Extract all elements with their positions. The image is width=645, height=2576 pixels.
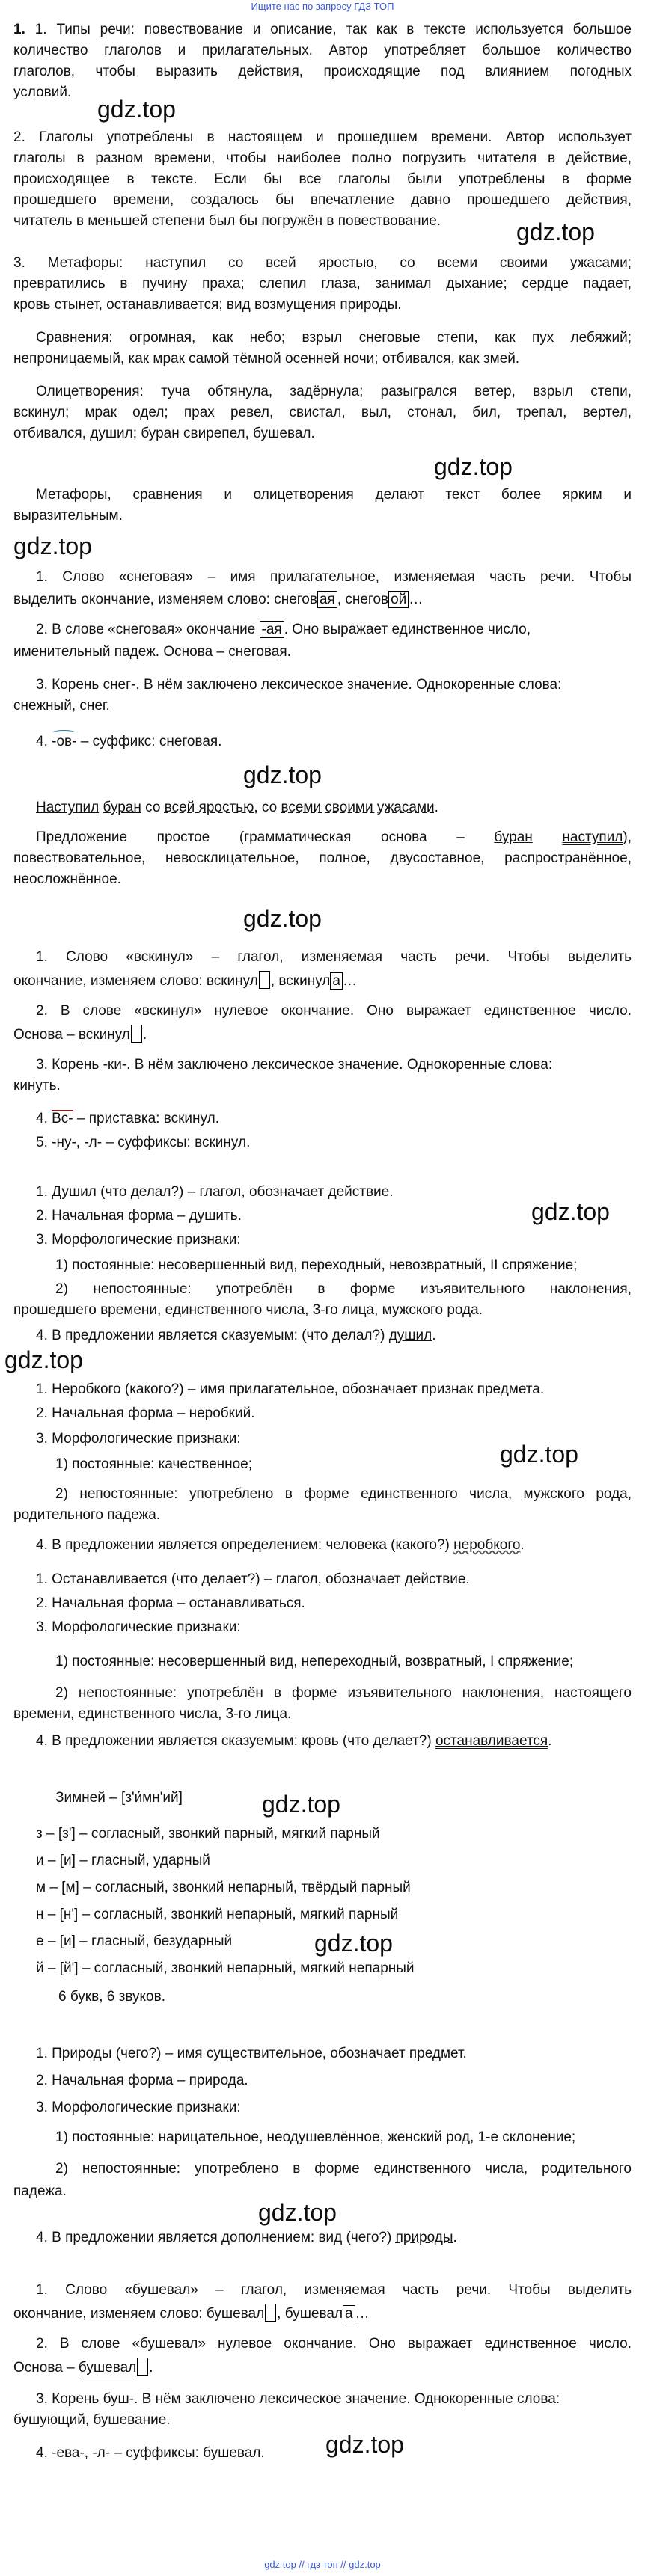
text-line: 1. Слово «вскинул» – глагол, изменяемая часть речи. Чтобы выделить <box>36 949 632 965</box>
watermark: gdz.top <box>262 1791 340 1818</box>
text-line: неосложнённое. <box>13 871 121 887</box>
text-line: 2. Начальная форма – неробкий. <box>36 1405 255 1421</box>
text-line: 3. Морфологические признаки: <box>36 1431 241 1447</box>
text-line: 1. Природы (чего?) – имя существительное, обозначает предмет. <box>36 2046 467 2061</box>
text-line: Метафоры, сравнения и олицетворения делают текст более ярким и <box>36 487 632 503</box>
text: 1. Типы речи: повествование и описание, так как в тексте используется большое <box>34 22 632 37</box>
text-line: отбивался, душил; буран свирепел, бушевал. <box>13 426 315 441</box>
text-line: 1. 1. Типы речи: повествование и описание, так как в тексте используется большое <box>13 22 632 37</box>
text-line: Основа – бушевал . <box>13 2358 632 2377</box>
text-line: 6 букв, 6 звуков. <box>58 1989 165 2005</box>
zero-ending-mark <box>259 971 270 989</box>
text-line: снежный, снег. <box>13 698 110 714</box>
text-line: превратились в пучину праха; слепил глаза, занимал дыхание; сердце падает, <box>13 276 632 292</box>
text-line: именительный падеж. Основа – снеговая. <box>13 644 291 660</box>
text-line: Олицетворения: туча обтянула, задёрнула; разыгрался ветер, взрыл степи, <box>36 384 632 399</box>
text-line: 3. Корень буш-. В нём заключено лексическое значение. Однокоренные слова: <box>36 2391 560 2407</box>
text-line: выделить окончание, изменяем слово: снегов ая , снегов ой … <box>13 592 424 607</box>
text-line: бушующий, бушевание. <box>13 2412 171 2428</box>
text-line: з – [з'] – согласный, звонкий парный, мягкий парный <box>36 1826 380 1841</box>
watermark: gdz.top <box>314 1930 393 1957</box>
watermark: gdz.top <box>516 218 595 245</box>
watermark: gdz.top <box>258 2199 337 2226</box>
text-line: 3. Морфологические признаки: <box>36 1232 241 1248</box>
watermark: gdz.top <box>243 761 322 788</box>
text-line: м – [м] – согласный, звонкий непарный, твёрдый парный <box>36 1880 411 1895</box>
text-line: 1. Неробкого (какого?) – имя прилагательное, обозначает признак предмета. <box>36 1381 545 1397</box>
text-line: е – [и] – гласный, безударный <box>36 1933 233 1949</box>
watermark: gdz.top <box>434 453 513 480</box>
text-line: родительного падежа. <box>13 1507 161 1523</box>
watermark: gdz.top <box>97 96 176 123</box>
text-line: 1) постоянные: качественное; <box>55 1456 253 1472</box>
text-line: 2. Начальная форма – останавливаться. <box>36 1595 305 1611</box>
text-line: 4. В предложении является сказуемым: (что делал?) душил. <box>36 1328 436 1343</box>
text-line: 4. Вс- – приставка: вскинул. <box>36 1111 219 1126</box>
text-line: 4. -ов- – суффикс: снеговая. <box>36 734 222 749</box>
text-line: повествовательное, невосклицательное, полное, двусоставное, распространённое, <box>13 850 632 866</box>
text-line: происходящее в тексте. Если бы все глаголы были употреблены в форме <box>13 171 632 187</box>
text-line: 1. Душил (что делал?) – глагол, обозначает действие. <box>36 1184 394 1200</box>
suffix-mark: -ов- <box>52 734 77 749</box>
text-line: н – [н'] – согласный, звонкий непарный, мягкий парный <box>36 1907 399 1922</box>
text-line: прошедшего времени, единственного числа, 3-го лица, мужского рода. <box>13 1302 483 1318</box>
stem-mark: снегова <box>228 644 280 660</box>
text-line: выразительным. <box>13 508 123 524</box>
text-line: падежа. <box>13 2183 67 2199</box>
text-line: Предложение простое (грамматическая основа – буран наступил), <box>36 829 632 845</box>
text-line: Основа – вскинул . <box>13 1025 632 1044</box>
text-line: 3. Морфологические признаки: <box>36 2100 241 2115</box>
text-line: 1. Слово «бушевал» – глагол, изменяемая часть речи. Чтобы выделить <box>36 2282 632 2298</box>
zero-ending-mark <box>137 2358 148 2376</box>
text-line: 2. В слове «бушевал» нулевое окончание. Оно выражает единственное число. <box>36 2336 632 2352</box>
text-line: 3. Метафоры: наступил со всей яростью, со всеми своими ужасами; <box>13 255 632 271</box>
text-line: 2) непостоянные: употреблён в форме изъявительного наклонения, настоящего <box>55 1685 632 1701</box>
text-line: 2) непостоянные: употреблён в форме изъявительного наклонения, <box>55 1281 632 1297</box>
text-line: времени, единственного числа, 3-го лица. <box>13 1706 292 1722</box>
text-line: кинуть. <box>13 1078 61 1094</box>
text-line: 1. Слово «снеговая» – имя прилагательное, изменяемая часть речи. Чтобы <box>36 569 632 585</box>
text-line: 2. Начальная форма – природа. <box>36 2073 248 2088</box>
text-line: количество глаголов и прилагательных. Автор употребляет большое количество <box>13 43 632 58</box>
text-line: 1) постоянные: несовершенный вид, непереходный, возвратный, I спряжение; <box>55 1654 574 1669</box>
stem-mark: бушевал <box>78 2360 137 2376</box>
text-line: 3. Корень снег-. В нём заключено лексическое значение. Однокоренные слова: <box>36 677 562 693</box>
watermark: gdz.top <box>325 2431 404 2458</box>
predicate: Наступил <box>36 800 100 815</box>
text-line: 2. Начальная форма – душить. <box>36 1208 242 1224</box>
ending-mark: -ая <box>260 621 284 638</box>
text-line: кровь стынет, останавливается; вид возмущения природы. <box>13 297 402 313</box>
adverbial: всеми своими ужасами <box>281 800 435 815</box>
text-line: читатель в меньшей степени был бы погружён в повествование. <box>13 213 441 229</box>
text-line: 3. Морфологические признаки: <box>36 1619 241 1635</box>
text-line: 3. Корень -ки-. В нём заключено лексическое значение. Однокоренные слова: <box>36 1057 553 1073</box>
watermark: gdz.top <box>13 533 92 559</box>
text-line: 1) постоянные: нарицательное, неодушевлённое, женский род, 1-е склонение; <box>55 2129 576 2145</box>
text-line: 4. В предложении является дополнением: вид (чего?) природы. <box>36 2230 457 2245</box>
text-line: Наступил буран со всей яростью, со всеми своими ужасами. <box>36 800 438 815</box>
text-line: вскинул; мрак одел; прах ревел, свистал, выл, стонал, бил, трепал, вертел, <box>13 405 632 420</box>
watermark: gdz.top <box>500 1441 578 1468</box>
text-line: 2. В слове «вскинул» нулевое окончание. Оно выражает единственное число. <box>36 1003 632 1019</box>
stem-mark: вскинул <box>78 1027 130 1043</box>
adverbial: всей яростью <box>164 800 254 815</box>
text-line: глаголы в разном времени, чтобы наиболее полно погрузить читателя в действие, <box>13 150 632 166</box>
footer-links[interactable]: gdz top // гдз топ // gdz.top <box>264 2559 381 2570</box>
subject: буран <box>103 800 141 815</box>
text-line: и – [и] – гласный, ударный <box>36 1853 210 1868</box>
text-line: 2) непостоянные: употреблено в форме единственного числа, мужского рода, <box>55 1486 632 1502</box>
text-line: 2. Глаголы употреблены в настоящем и прошедшем времени. Автор использует <box>13 129 632 145</box>
ending-mark: а <box>330 972 343 990</box>
text-line: условий. <box>13 85 72 100</box>
text-line: Зимней – [з'и́мн'ий] <box>55 1790 183 1806</box>
text-line: 1. Останавливается (что делает?) – глагол, обозначает действие. <box>36 1571 470 1587</box>
prefix-mark: Вс- <box>52 1111 73 1126</box>
text-line: 4. -ева-, -л- – суффиксы: бушевал. <box>36 2445 265 2461</box>
text-line: непроницаемый, как мрак самой тёмной осенней ночи; отбивался, как змей. <box>13 351 520 367</box>
watermark: gdz.top <box>531 1198 610 1225</box>
text-line: глаголов, чтобы выразить действия, происходящие под влиянием погодных <box>13 64 632 79</box>
text-line: 1) постоянные: несовершенный вид, переходный, невозвратный, II спряжение; <box>55 1257 578 1273</box>
ending-mark: а <box>343 2305 355 2322</box>
text-line: 2. В слове «снеговая» окончание -ая . Оно выражает единственное число, <box>36 622 531 637</box>
text-line: 4. В предложении является определением: человека (какого?) неробкого. <box>36 1537 525 1553</box>
text-line: 4. В предложении является сказуемым: кровь (что делает?) останавливается. <box>36 1733 552 1749</box>
text-line: окончание, изменяем слово: бушевал , бушевал а … <box>13 2304 632 2323</box>
ending-mark: ой <box>388 591 409 608</box>
text-line: 5. -ну-, -л- – суффиксы: вскинул. <box>36 1135 251 1150</box>
text-line: Сравнения: огромная, как небо; взрыл снеговые степи, как пух лебяжий; <box>36 330 632 346</box>
text-line: прошедшего времени, создалось бы впечатление давно прошедшего действия, <box>13 192 632 208</box>
zero-ending-mark <box>131 1025 142 1043</box>
text-line: 2) непостоянные: употреблено в форме единственного числа, родительного <box>55 2161 632 2177</box>
watermark: gdz.top <box>4 1346 83 1373</box>
top-note[interactable]: Ищите нас по запросу ГДЗ ТОП <box>251 1 394 12</box>
text-line: окончание, изменяем слово: вскинул , вскинул а … <box>13 971 632 990</box>
zero-ending-mark <box>265 2304 276 2322</box>
ending-mark: ая <box>317 591 337 608</box>
watermark: gdz.top <box>243 905 322 932</box>
text-line: й – [й'] – согласный, звонкий непарный, мягкий непарный <box>36 1960 415 1976</box>
